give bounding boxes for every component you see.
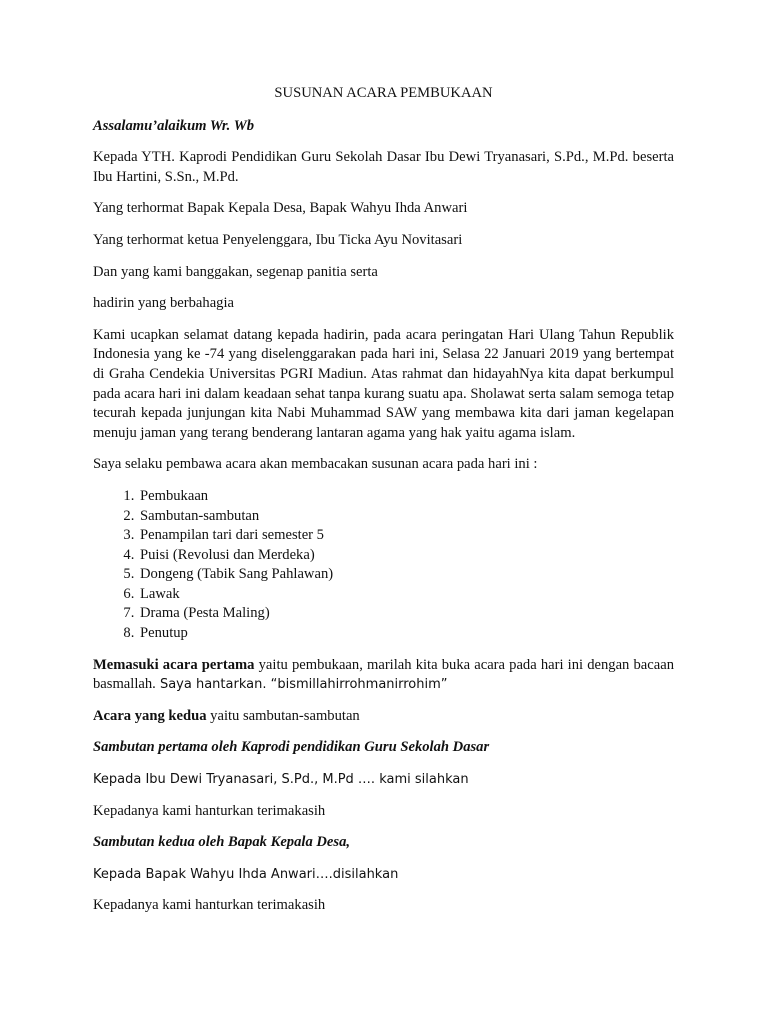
document-body: [93, 84, 674, 928]
first-speech-invite: Kepada Ibu Dewi Tryanasari, S.Pd., M.Pd …. kami silahkan: [93, 772, 469, 788]
second-event-lead: Acara yang kedua: [93, 707, 207, 724]
second-speech-thanks: Kepadanya kami hanturkan terimakasih: [93, 897, 326, 914]
address-ketua: Yang terhormat ketua Penyelenggara, Ibu Ticka Ayu Novitasari: [93, 231, 463, 248]
agenda-item: 1. Pembukaan: [138, 487, 674, 507]
second-event-paragraph: [93, 707, 674, 727]
second-event-text: yaitu sambutan-sambutan: [206, 707, 360, 724]
address-kepala-desa: Yang terhormat Bapak Kepala Desa, Bapak Wahyu Ihda Anwari: [93, 200, 468, 217]
agenda-item: 8. Penutup: [138, 624, 674, 644]
greeting: Assalamu’alaikum Wr. Wb: [93, 117, 254, 134]
agenda-list: [93, 487, 674, 644]
first-event-paragraph: [93, 656, 674, 695]
agenda-item: 6. Lawak: [138, 585, 674, 605]
first-event-lead: Memasuki acara pertama: [93, 656, 255, 673]
address-kaprodi: Kepada YTH. Kaprodi Pendidikan Guru Sekolah Dasar Ibu Dewi Tryanasari, S.Pd., M.Pd. beserta Ibu Hartini, S.Sn., M.Pd.: [93, 149, 674, 185]
second-speech-heading: Sambutan kedua oleh Bapak Kepala Desa,: [93, 834, 351, 851]
first-speech-thanks: Kepadanya kami hanturkan terimakasih: [93, 802, 326, 819]
agenda-item: 3. Penampilan tari dari semester 5: [138, 526, 674, 546]
address-panitia: Dan yang kami banggakan, segenap panitia serta: [93, 263, 378, 280]
agenda-item: 5. Dongeng (Tabik Sang Pahlawan): [138, 565, 674, 585]
agenda-intro: Saya selaku pembawa acara akan membacakan susunan acara pada hari ini :: [93, 456, 538, 473]
opening-paragraph: Kami ucapkan selamat datang kepada hadirin, pada acara peringatan Hari Ulang Tahun Republik Indonesia yang ke -74 yang diselenggarakan pada hari ini, Selasa 22 Januari 2019 yang bertempat di Graha Cendekia Universitas PGRI Madiun. Atas rahmat dan hidayahNya kita dapat berkumpul pada acara hari ini dalam keadaan sehat tanpa kurang suatu apa. Sholawat serta salam semoga tetap tecurah kepada junjungan kita Nabi Muhammad SAW yang membawa kita dari jaman kegelapan menuju jaman yang terang benderang lantaran agama yang hak yaitu agama islam.: [93, 326, 674, 441]
agenda-item: 7. Drama (Pesta Maling): [138, 604, 674, 624]
agenda-item: 2. Sambutan-sambutan: [138, 507, 674, 527]
first-speech-heading: Sambutan pertama oleh Kaprodi pendidikan Guru Sekolah Dasar: [93, 739, 490, 756]
agenda-item: 4. Puisi (Revolusi dan Merdeka): [138, 546, 674, 566]
first-event-tail: Saya hantarkan. “bismillahirrohmanirrohim”: [155, 677, 448, 693]
document-title: SUSUNAN ACARA PEMBUKAAN: [274, 85, 493, 101]
address-hadirin: hadirin yang berbahagia: [93, 295, 235, 312]
first-event-text: yaitu pembukaan, marilah kita buka acara pada hari ini dengan bacaan basmallah.: [93, 656, 674, 693]
second-speech-invite: Kepada Bapak Wahyu Ihda Anwari….disilahkan: [93, 866, 399, 882]
